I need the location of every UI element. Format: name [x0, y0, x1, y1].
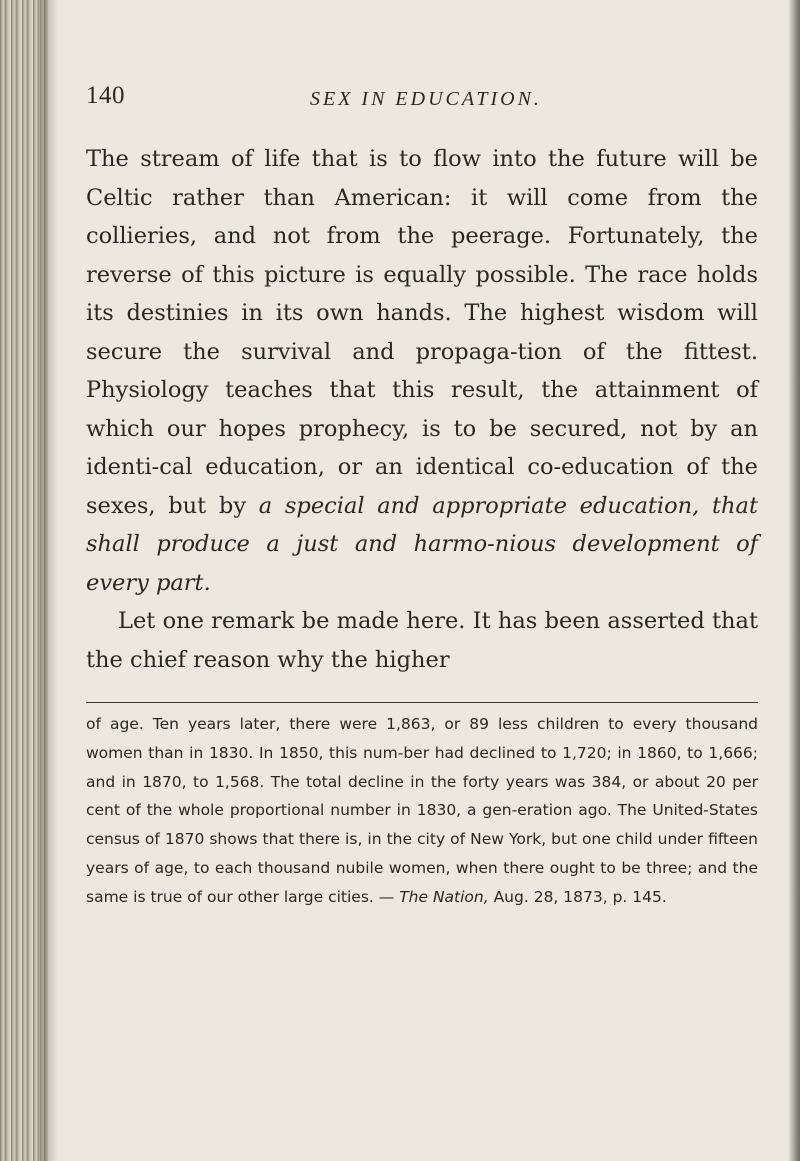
- page-header: [86, 82, 760, 122]
- running-head: SEX IN EDUCATION.: [310, 88, 542, 110]
- binding-shadow: [40, 0, 58, 1161]
- paragraph: Let one remark be made here. It has been asserted that the chief reason why the higher: [86, 608, 758, 673]
- emphasis-text: a special and appropriate education, that shall produce a just and harmo-nious development of every part.: [86, 492, 758, 596]
- main-text: [86, 140, 758, 679]
- page-number: 140: [86, 82, 125, 109]
- footnote-text: of age. Ten years later, there were 1,863, or 89 less children to every thousand women than in 1830. In 1850, this num-ber had declined to 1,720; in 1860, to 1,666; and in 1870, to 1,568. The total decline in the forty years was 384, or about 20 per cent of the whole proportional number in 1830, a gen-eration ago. The United-States census of 1870 shows that there is, in the city of New York, but one child under fifteen years of age, to each thousand nubile women, when there ought to be three; and the same is true of our other large cities. —: [86, 715, 758, 906]
- footnote: [86, 710, 758, 912]
- footnote-citation-title: The Nation,: [399, 887, 489, 906]
- page-edge: [788, 0, 800, 1161]
- footnote-citation-details: Aug. 28, 1873, p. 145.: [488, 887, 667, 906]
- paragraph: [86, 140, 758, 602]
- footnote-divider: [86, 702, 758, 703]
- paragraph-text: The stream of life that is to flow into the future will be Celtic rather than American: it will come from the collieries, and not from the peerage. Fortunately, the reverse of this picture is equally possible. The race holds its destinies in its own hands. The highest wisdom will secure the survival and propaga-tion of the fittest. Physiology teaches that this result, the attainment of which our hopes prophecy, is to be secured, not by an identi-cal education, or an identical co-education of the sexes, but by: [86, 146, 758, 519]
- book-page: [86, 82, 760, 906]
